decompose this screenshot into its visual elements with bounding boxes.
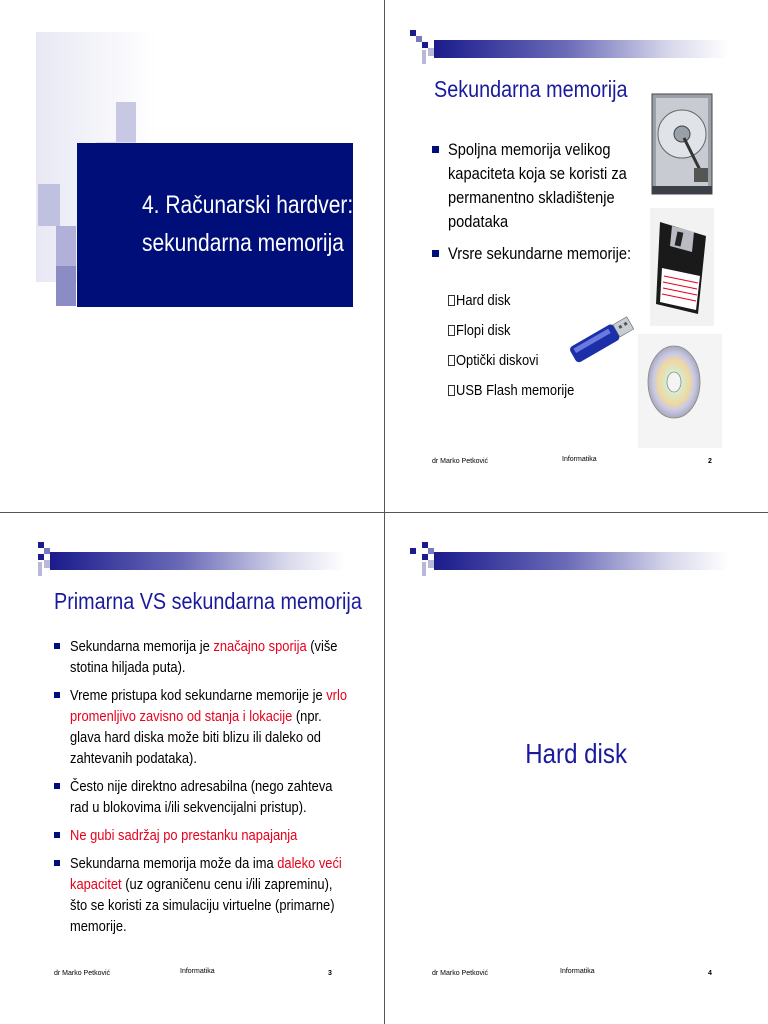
footer-author: dr Marko Petković [432,458,489,465]
header-decoration [410,30,730,78]
footer-course: Informatika [562,456,597,463]
list-item: Ne gubi sadržaj po prestanku napajanja [54,825,384,846]
page-number: 4 [708,970,712,977]
footer-course: Informatika [180,968,215,975]
slide-2 [384,0,768,512]
list-item: Često nije direktno adresabilna (nego zahteva rad u blokovima i/ili sekvencijalni pristup). [54,776,384,818]
footer-author: dr Marko Petković [54,970,111,977]
list-item: Sekundarna memorija je značajno sporija (više stotina hiljada puta). [54,636,384,678]
list-item: Flopi disk [448,316,594,346]
slide-2-title: Sekundarna memorija [434,76,628,102]
slide-3 [0,512,384,1024]
slide-4 [384,512,768,1024]
list-item: Vrsre sekundarne memorije: [432,242,661,266]
bullet-list [54,636,384,937]
header-decoration [410,542,730,590]
hard-disk-image [650,92,714,196]
slide-4-title: Hard disk [525,738,627,769]
page-number: 3 [328,970,332,977]
page-number: 2 [708,458,712,465]
usb-flash-image [564,310,640,366]
slide-1-title: 4. Računarski hardver: sekundarna memorija [142,191,354,257]
list-item: Optički diskovi [448,346,594,376]
floppy-disk-image [650,208,714,326]
list-item: Sekundarna memorija može da ima daleko veći kapacitet (uz ograničenu cenu i/ili zapreminu), što se koristi za simulaciju virtuelne (primarne) memorije. [54,853,384,937]
list-item: Vreme pristupa kod sekundarne memorije je vrlo promenljivo zavisno od stanja i lokacije (npr. glava hard diska može biti blizu ili daleko od zahtevanih podataka). [54,685,384,769]
footer-course: Informatika [560,968,595,975]
slide-3-title: Primarna VS sekundarna memorija [54,588,362,614]
footer-author: dr Marko Petković [432,970,489,977]
list-item: Spoljna memorija velikog kapaciteta koja se koristi za permanentno skladištenje podataka [432,138,661,234]
slide-1 [0,0,384,512]
bullet-list [432,138,661,266]
list-item: USB Flash memorije [448,376,594,406]
list-item: Hard disk [448,286,594,316]
optical-disc-image [638,334,722,448]
header-decoration [26,542,346,590]
